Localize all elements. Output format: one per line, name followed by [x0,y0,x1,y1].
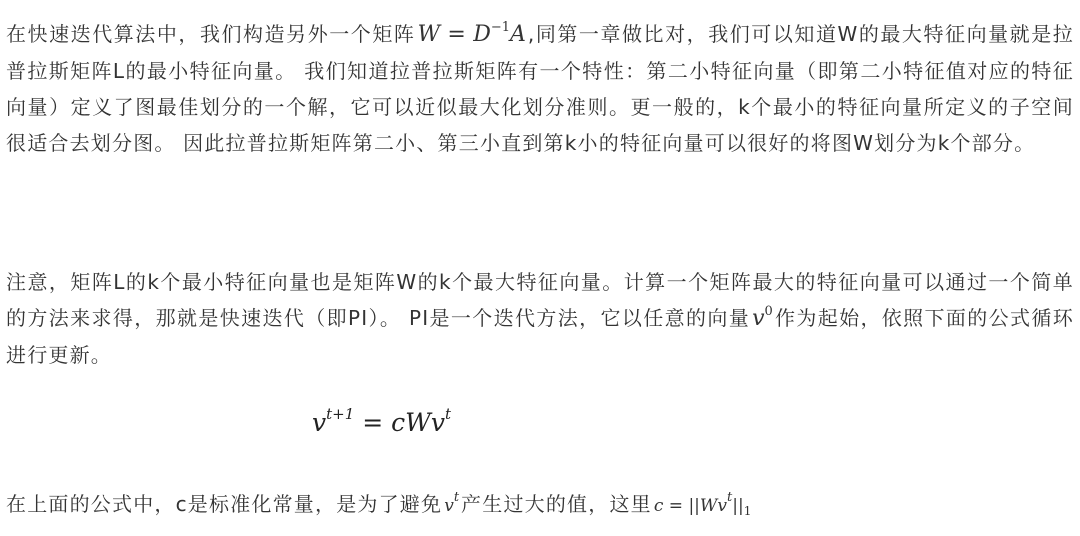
paragraph-2-text-b: 作为起始，依照下面的公式循环进行更新。 [6,306,1074,367]
inline-math-vt: $v^t$ [444,490,460,516]
paragraph-1 [6,16,1074,161]
paragraph-2-text-a: 注意，矩阵L的k个最小特征向量也是矩阵W的k个最大特征向量。计算一个矩阵最大的特征向量可以通过一个简单的方法来求得，那就是快速迭代（即PI）。 PI是一个迭代方法，它以任意的向量 [6,270,1074,330]
paragraph-1-text-b: ,同第一章做比对，我们可以知道W的最大特征向量就是拉普拉斯矩阵L的最小特征向量。 我们知道拉普拉斯矩阵有一个特性：第二小特征向量（即第二小特征值对应的特征向量）定义了图最佳划分的一个解，它可以近似最大化划分准则。更一般的，k个最小的特征向量所定义的子空间很适合去划分图。 因此拉普拉斯矩阵第二小、第三小直到第k小的特征向量可以很好的将图W划分为k个部分。 [6,22,1074,155]
paragraph-3-text-b: 产生过大的值，这里 [461,492,652,516]
paragraph-3 [6,486,1074,524]
inline-math-w-definition: $W = D^{-1}A$ [417,20,526,47]
display-equation-power-iteration: $v^{t+1} = cWv^t$ [312,405,451,437]
paragraph-3-text-a: 在上面的公式中，c是标准化常量，是为了避免 [6,492,443,516]
inline-math-c-norm: $c = ||Wv^t||_1$ [653,490,752,518]
paragraph-1-text-a: 在快速迭代算法中，我们构造另外一个矩阵 [6,22,416,46]
inline-math-v0: $v^0$ [752,304,773,331]
paragraph-2 [6,264,1074,373]
